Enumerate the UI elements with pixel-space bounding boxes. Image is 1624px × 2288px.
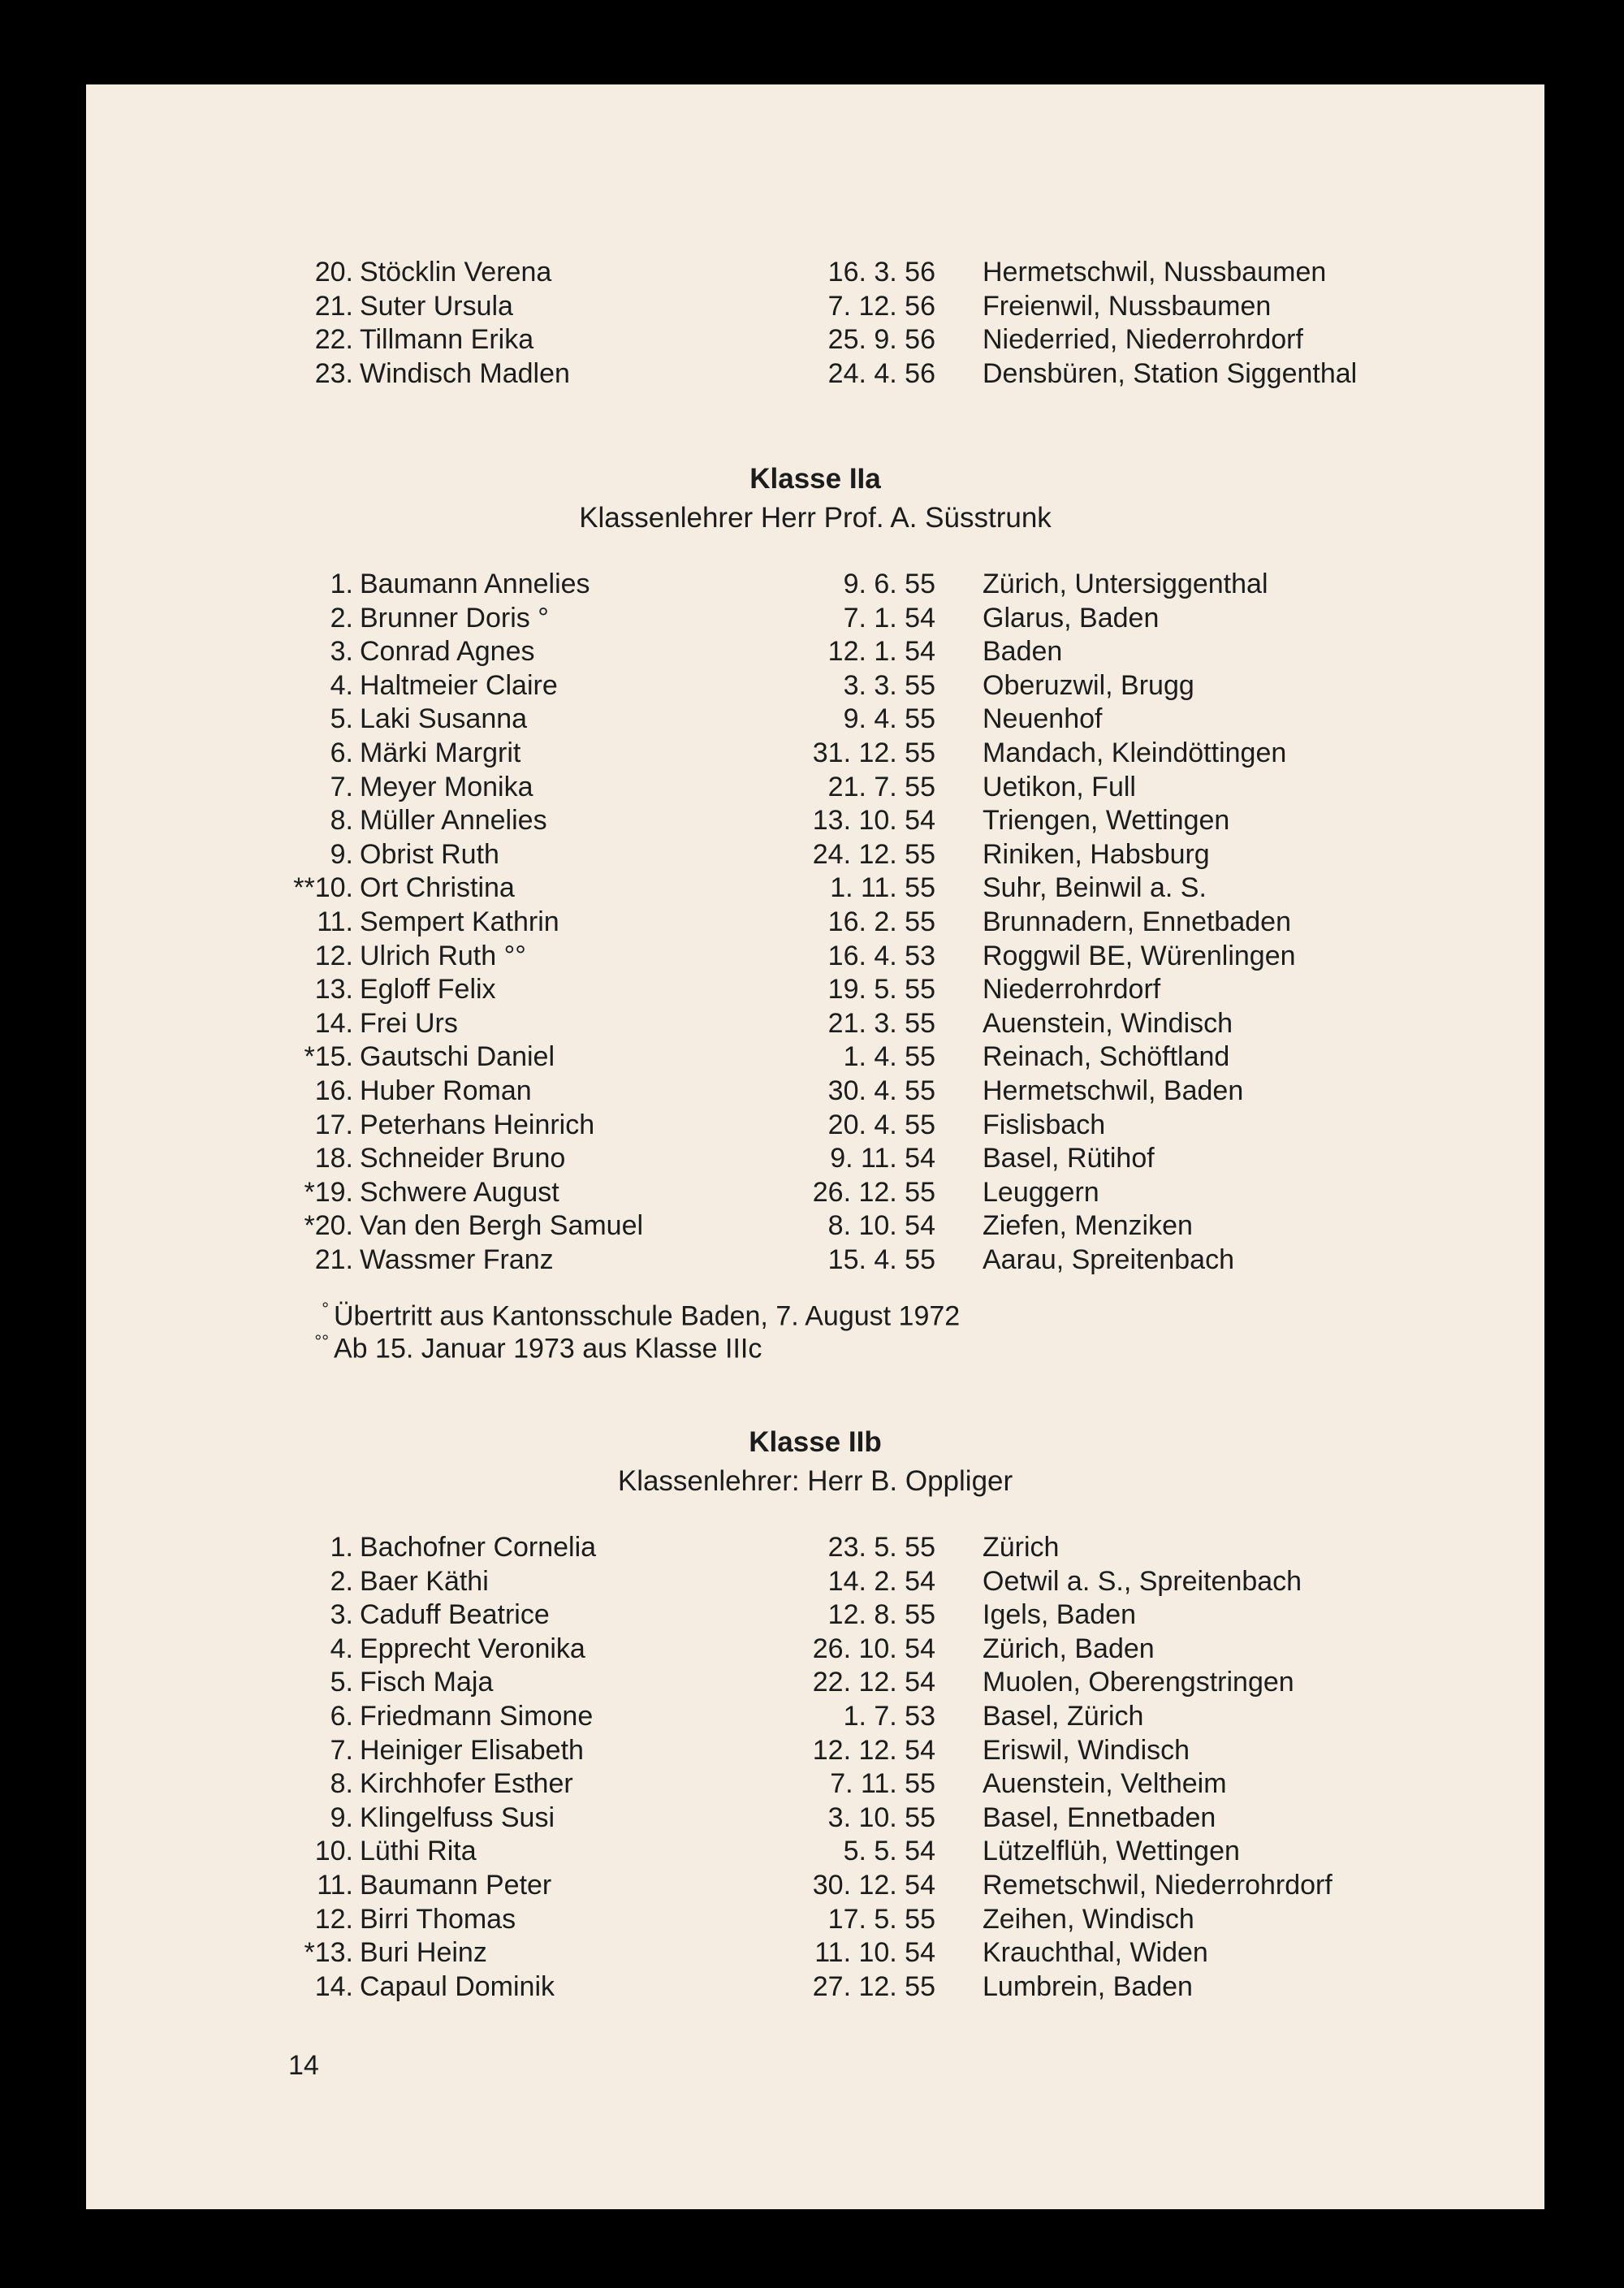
entry-number: 21. <box>314 1243 353 1275</box>
entry-number: 11. <box>317 906 353 937</box>
home-towns: Oetwil a. S., Spreitenbach <box>983 1565 1302 1597</box>
entry-number: 18. <box>314 1143 353 1174</box>
birth-date: 5. 5. 54 <box>843 1836 935 1867</box>
class-iib-teacher: Klassenlehrer: Herr B. Oppliger <box>617 1465 1013 1497</box>
entry-number: 1. <box>330 1532 353 1563</box>
entry-number: 1. <box>330 569 353 599</box>
student-name: Stöcklin Verena <box>360 257 552 288</box>
entry-number: 12. <box>314 1903 353 1935</box>
table-row <box>86 804 1544 838</box>
birth-date: 23. 5. 55 <box>827 1532 935 1563</box>
entry-number: *20. <box>304 1210 353 1242</box>
student-name: Egloff Felix <box>360 974 496 1006</box>
student-name: Schwere August <box>360 1176 559 1208</box>
student-name: Ulrich Ruth °° <box>360 940 526 971</box>
birth-date: 30. 12. 54 <box>812 1869 935 1901</box>
home-towns: Auenstein, Veltheim <box>983 1768 1227 1800</box>
birth-date: 13. 10. 54 <box>812 805 935 837</box>
birth-date: 7. 1. 54 <box>843 602 935 634</box>
table-row <box>86 1142 1544 1176</box>
home-towns: Zürich <box>983 1532 1060 1563</box>
student-name: Gautschi Daniel <box>360 1041 555 1073</box>
entry-number: 20. <box>314 257 353 288</box>
entry-number: 14. <box>314 1970 353 2002</box>
home-towns: Neuenhof <box>983 703 1103 735</box>
student-name: Haltmeier Claire <box>360 669 558 701</box>
home-towns: Basel, Zürich <box>983 1700 1144 1732</box>
table-row <box>86 1075 1544 1109</box>
table-row <box>86 357 1544 391</box>
birth-date: 1. 7. 53 <box>843 1700 935 1732</box>
footnote-text: Ab 15. Januar 1973 aus Klasse IIIc <box>334 1333 762 1365</box>
class-iib-title: Klasse IIb <box>749 1426 882 1458</box>
home-towns: Basel, Rütihof <box>983 1143 1155 1174</box>
home-towns: Riniken, Habsburg <box>983 838 1210 870</box>
student-name: Brunner Doris ° <box>360 602 549 634</box>
birth-date: 17. 5. 55 <box>827 1903 935 1935</box>
home-towns: Lumbrein, Baden <box>983 1970 1193 2002</box>
table-row <box>86 973 1544 1007</box>
entry-number: 8. <box>330 1768 353 1800</box>
entry-number: 2. <box>330 1565 353 1597</box>
class-iia-student-list <box>86 568 1544 1277</box>
birth-date: 16. 3. 56 <box>827 257 935 288</box>
birth-date: 12. 1. 54 <box>827 636 935 668</box>
birth-date: 7. 12. 56 <box>827 290 935 322</box>
birth-date: 12. 8. 55 <box>827 1599 935 1631</box>
entry-number: 22. <box>314 324 353 356</box>
home-towns: Igels, Baden <box>983 1599 1137 1631</box>
footnote-mark: ° <box>322 1299 329 1319</box>
table-row <box>86 1565 1544 1599</box>
table-row <box>86 256 1544 290</box>
home-towns: Glarus, Baden <box>983 602 1160 634</box>
entry-number: 17. <box>314 1109 353 1140</box>
student-name: Huber Roman <box>360 1075 532 1106</box>
student-name: Caduff Beatrice <box>360 1599 550 1631</box>
entry-number: 7. <box>330 1734 353 1766</box>
student-name: Van den Bergh Samuel <box>360 1210 644 1242</box>
birth-date: 12. 12. 54 <box>812 1734 935 1766</box>
birth-date: 1. 4. 55 <box>843 1041 935 1073</box>
student-name: Ort Christina <box>360 872 515 904</box>
birth-date: 27. 12. 55 <box>812 1970 935 2002</box>
table-row <box>86 1109 1544 1143</box>
table-row <box>86 1209 1544 1243</box>
entry-number: 13. <box>314 974 353 1006</box>
entry-number: 11. <box>317 1869 353 1901</box>
birth-date: 9. 6. 55 <box>843 569 935 599</box>
entry-number: 12. <box>314 940 353 971</box>
home-towns: Krauchthal, Widen <box>983 1937 1208 1969</box>
table-row <box>86 669 1544 703</box>
birth-date: 24. 4. 56 <box>827 357 935 389</box>
footnote-mark: °° <box>314 1331 329 1352</box>
entry-number: 6. <box>330 737 353 768</box>
student-name: Meyer Monika <box>360 771 533 802</box>
table-row <box>86 1903 1544 1937</box>
home-towns: Roggwil BE, Würenlingen <box>983 940 1296 971</box>
birth-date: 3. 10. 55 <box>827 1801 935 1833</box>
student-name: Wassmer Franz <box>360 1243 554 1275</box>
table-row <box>86 1767 1544 1801</box>
home-towns: Freienwil, Nussbaumen <box>983 290 1272 322</box>
student-name: Müller Annelies <box>360 805 547 837</box>
student-name: Kirchhofer Esther <box>360 1768 573 1800</box>
student-name: Baer Käthi <box>360 1565 489 1597</box>
student-name: Schneider Bruno <box>360 1143 566 1174</box>
birth-date: 26. 10. 54 <box>812 1633 935 1664</box>
table-row <box>86 290 1544 324</box>
home-towns: Ziefen, Menziken <box>983 1210 1193 1242</box>
home-towns: Reinach, Schöftland <box>983 1041 1230 1073</box>
entry-number: 8. <box>330 805 353 837</box>
entry-number: 3. <box>330 636 353 668</box>
birth-date: 19. 5. 55 <box>827 974 935 1006</box>
entry-number: 16. <box>314 1075 353 1106</box>
table-row <box>86 1835 1544 1869</box>
entry-number: 4. <box>330 1633 353 1664</box>
student-name: Epprecht Veronika <box>360 1633 585 1664</box>
table-row <box>86 635 1544 669</box>
table-row <box>86 940 1544 974</box>
student-name: Sempert Kathrin <box>360 906 559 937</box>
table-row <box>86 568 1544 602</box>
table-row <box>86 323 1544 357</box>
home-towns: Aarau, Spreitenbach <box>983 1243 1234 1275</box>
table-row <box>86 703 1544 737</box>
footnote-class-change <box>292 1325 762 1365</box>
home-towns: Basel, Ennetbaden <box>983 1801 1216 1833</box>
home-towns: Muolen, Oberengstringen <box>983 1667 1294 1698</box>
entry-number: 3. <box>330 1599 353 1631</box>
birth-date: 26. 12. 55 <box>812 1176 935 1208</box>
home-towns: Fislisbach <box>983 1109 1106 1140</box>
table-row <box>86 1801 1544 1836</box>
birth-date: 9. 11. 54 <box>830 1143 935 1174</box>
entry-number: 9. <box>330 1801 353 1833</box>
student-name: Suter Ursula <box>360 290 513 322</box>
home-towns: Lützelflüh, Wettingen <box>983 1836 1240 1867</box>
birth-date: 21. 3. 55 <box>827 1007 935 1039</box>
student-name: Friedmann Simone <box>360 1700 594 1732</box>
home-towns: Zeihen, Windisch <box>983 1903 1194 1935</box>
table-row <box>86 737 1544 771</box>
home-towns: Brunnadern, Ennetbaden <box>983 906 1291 937</box>
student-name: Laki Susanna <box>360 703 528 735</box>
table-row <box>86 1869 1544 1903</box>
home-towns: Baden <box>983 636 1063 668</box>
student-name: Capaul Dominik <box>360 1970 555 2002</box>
home-towns: Zürich, Untersiggenthal <box>983 569 1268 599</box>
home-towns: Oberuzwil, Brugg <box>983 669 1194 701</box>
birth-date: 22. 12. 54 <box>812 1667 935 1698</box>
entry-number: 14. <box>314 1007 353 1039</box>
document-page <box>86 84 1544 2209</box>
entry-number: *15. <box>304 1041 353 1073</box>
home-towns: Suhr, Beinwil a. S. <box>983 872 1207 904</box>
home-towns: Uetikon, Full <box>983 771 1136 802</box>
student-name: Conrad Agnes <box>360 636 535 668</box>
table-row <box>86 1243 1544 1278</box>
table-row <box>86 602 1544 636</box>
student-name: Frei Urs <box>360 1007 458 1039</box>
entry-number: 21. <box>314 290 353 322</box>
birth-date: 24. 12. 55 <box>812 838 935 870</box>
birth-date: 16. 2. 55 <box>827 906 935 937</box>
entry-number: 2. <box>330 602 353 634</box>
entry-number: **10. <box>293 872 353 904</box>
home-towns: Eriswil, Windisch <box>983 1734 1190 1766</box>
student-name: Windisch Madlen <box>360 357 570 389</box>
table-row <box>86 771 1544 805</box>
class-iib-student-list <box>86 1531 1544 2004</box>
student-name: Buri Heinz <box>360 1937 487 1969</box>
table-row <box>86 1936 1544 1970</box>
entry-number: 4. <box>330 669 353 701</box>
page-number: 14 <box>288 2050 319 2081</box>
table-row <box>86 906 1544 940</box>
student-name: Heiniger Elisabeth <box>360 1734 584 1766</box>
class-iia-teacher: Klassenlehrer Herr Prof. A. Süsstrunk <box>579 502 1052 534</box>
footnote-text: Übertritt aus Kantonsschule Baden, 7. August 1972 <box>334 1300 961 1332</box>
entry-number: 7. <box>330 771 353 802</box>
home-towns: Hermetschwil, Nussbaumen <box>983 257 1327 288</box>
class-iia-title: Klasse IIa <box>749 463 881 495</box>
student-list-continued <box>86 256 1544 391</box>
student-name: Baumann Annelies <box>360 569 590 599</box>
birth-date: 16. 4. 53 <box>827 940 935 971</box>
birth-date: 3. 3. 55 <box>843 669 935 701</box>
birth-date: 25. 9. 56 <box>827 324 935 356</box>
birth-date: 21. 7. 55 <box>827 771 935 802</box>
birth-date: 30. 4. 55 <box>827 1075 935 1106</box>
student-name: Klingelfuss Susi <box>360 1801 555 1833</box>
table-row <box>86 1666 1544 1700</box>
home-towns: Niederrohrdorf <box>983 974 1161 1006</box>
home-towns: Hermetschwil, Baden <box>983 1075 1244 1106</box>
student-name: Lüthi Rita <box>360 1836 477 1867</box>
student-name: Bachofner Cornelia <box>360 1532 597 1563</box>
student-name: Fisch Maja <box>360 1667 494 1698</box>
entry-number: 5. <box>330 703 353 735</box>
home-towns: Niederried, Niederrohrdorf <box>983 324 1303 356</box>
table-row <box>86 1531 1544 1565</box>
birth-date: 11. 10. 54 <box>814 1937 935 1969</box>
student-name: Märki Margrit <box>360 737 521 768</box>
home-towns: Remetschwil, Niederrohrdorf <box>983 1869 1332 1901</box>
table-row <box>86 1007 1544 1041</box>
student-name: Peterhans Heinrich <box>360 1109 595 1140</box>
table-row <box>86 1700 1544 1734</box>
entry-number: 6. <box>330 1700 353 1732</box>
birth-date: 14. 2. 54 <box>827 1565 935 1597</box>
home-towns: Zürich, Baden <box>983 1633 1155 1664</box>
birth-date: 9. 4. 55 <box>843 703 935 735</box>
home-towns: Auenstein, Windisch <box>983 1007 1233 1039</box>
table-row <box>86 1970 1544 2005</box>
birth-date: 31. 12. 55 <box>812 737 935 768</box>
table-row <box>86 1633 1544 1667</box>
table-row <box>86 1598 1544 1633</box>
home-towns: Mandach, Kleindöttingen <box>983 737 1287 768</box>
birth-date: 7. 11. 55 <box>830 1768 935 1800</box>
entry-number: 5. <box>330 1667 353 1698</box>
birth-date: 15. 4. 55 <box>827 1243 935 1275</box>
home-towns: Densbüren, Station Siggenthal <box>983 357 1358 389</box>
student-name: Obrist Ruth <box>360 838 499 870</box>
birth-date: 1. 11. 55 <box>830 872 935 904</box>
student-name: Baumann Peter <box>360 1869 552 1901</box>
table-row <box>86 1176 1544 1210</box>
birth-date: 8. 10. 54 <box>827 1210 935 1242</box>
entry-number: 23. <box>314 357 353 389</box>
home-towns: Leuggern <box>983 1176 1099 1208</box>
table-row <box>86 1040 1544 1075</box>
student-name: Tillmann Erika <box>360 324 534 356</box>
birth-date: 20. 4. 55 <box>827 1109 935 1140</box>
entry-number: 10. <box>314 1836 353 1867</box>
table-row <box>86 838 1544 872</box>
entry-number: *19. <box>304 1176 353 1208</box>
entry-number: *13. <box>304 1937 353 1969</box>
table-row <box>86 1734 1544 1768</box>
student-name: Birri Thomas <box>360 1903 516 1935</box>
entry-number: 9. <box>330 838 353 870</box>
table-row <box>86 872 1544 906</box>
home-towns: Triengen, Wettingen <box>983 805 1230 837</box>
